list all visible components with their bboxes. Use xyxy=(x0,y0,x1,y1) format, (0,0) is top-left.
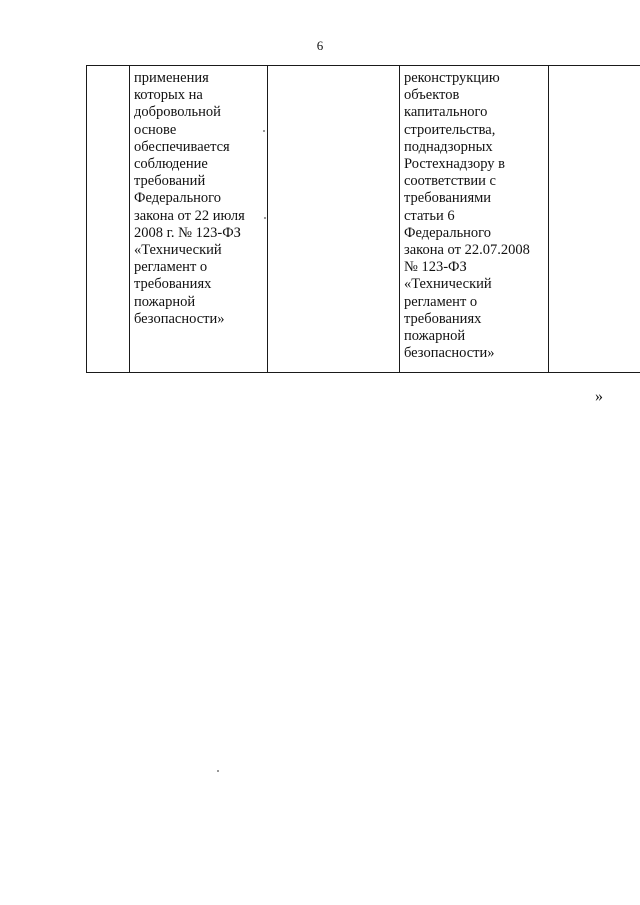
table-cell-scope xyxy=(400,66,549,373)
table-cell-number xyxy=(87,66,130,373)
page-number: 6 xyxy=(316,38,324,53)
table-cell-empty xyxy=(268,66,400,373)
table-cell-last xyxy=(549,66,640,373)
requirements-table xyxy=(86,65,640,373)
closing-quote: » xyxy=(595,388,603,405)
table-row xyxy=(87,66,640,373)
scan-speck xyxy=(217,770,219,772)
scan-speck xyxy=(264,217,266,219)
scan-speck xyxy=(263,130,265,132)
cell-text: реконструкцию объектов капитального строительства, поднадзорных Ростехнадзору в соответствии с требованиями статьи 6 Федерального закона от 22.07.2008 № 123-ФЗ «Технический регламент о требованиях пожарной безопасности» xyxy=(404,70,530,362)
table-cell-document xyxy=(130,66,268,373)
cell-text: применения которых на добровольной основе обеспечивается соблюдение требований Федерального закона от 22 июля 2008 г. № 123-ФЗ «Технический регламент о требованиях пожарной безопасности» xyxy=(134,70,245,327)
